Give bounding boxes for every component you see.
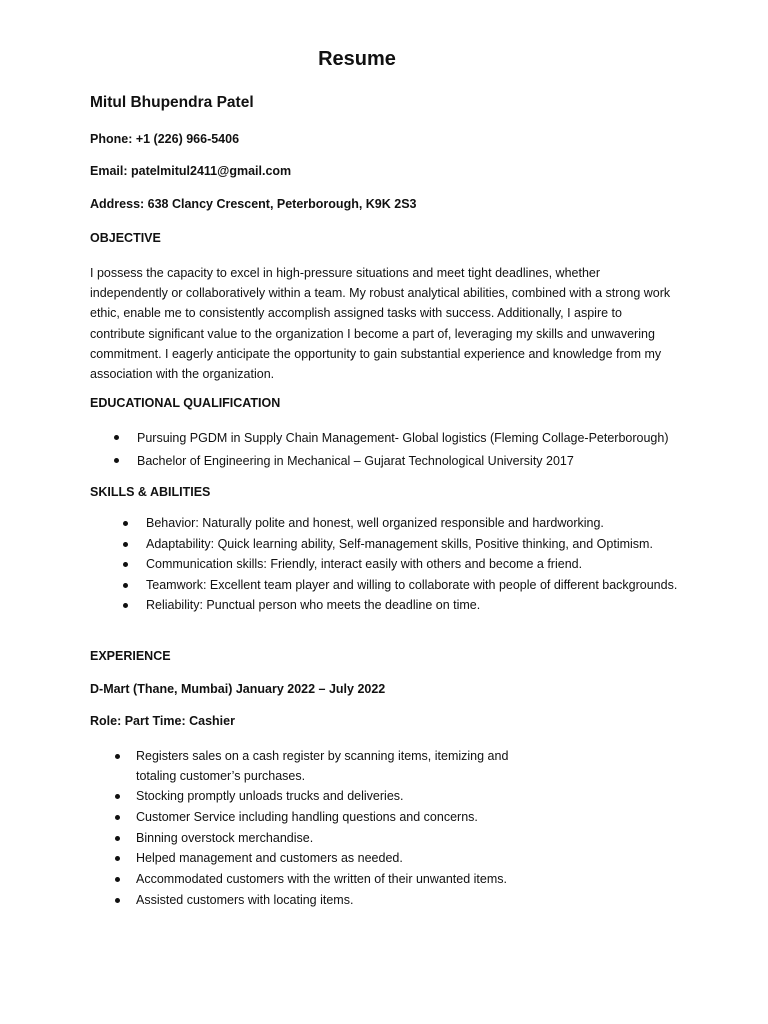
list-item: Stocking promptly unloads trucks and deliveries. [113,787,533,807]
list-item: Customer Service including handling questions and concerns. [113,808,533,828]
candidate-name: Mitul Bhupendra Patel [90,94,254,111]
address-line: Address: 638 Clancy Crescent, Peterborough, K9K 2S3 [90,197,417,211]
bullet-icon [115,877,120,882]
objective-heading: OBJECTIVE [90,231,161,245]
list-item: Teamwork: Excellent team player and willing to collaborate with people of different backgrounds. [121,576,681,595]
list-item: Binning overstock merchandise. [113,829,533,849]
list-item: Communication skills: Friendly, interact easily with others and become a friend. [121,555,681,574]
education-list [113,429,713,474]
bullet-icon [123,542,128,547]
bullet-icon [114,435,119,440]
bullet-icon [115,836,120,841]
bullet-icon [115,754,120,759]
bullet-icon [115,898,120,903]
email-line: Email: patelmitul2411@gmail.com [90,164,292,178]
bullet-icon [123,562,128,567]
experience-list [113,747,533,911]
bullet-icon [115,794,120,799]
list-item: Registers sales on a cash register by scanning items, itemizing and totaling customer’s purchases. [113,747,533,786]
list-item: Accommodated customers with the written of their unwanted items. [113,870,533,890]
list-item: Bachelor of Engineering in Mechanical – Gujarat Technological University 2017 [113,452,713,475]
list-item: Helped management and customers as needed. [113,849,533,869]
bullet-icon [114,458,119,463]
bullet-icon [123,521,128,526]
list-item: Behavior: Naturally polite and honest, well organized responsible and hardworking. [121,514,681,533]
objective-text: I possess the capacity to excel in high-pressure situations and meet tight deadlines, whether independently or collaboratively within a team. My robust analytical abilities, combined with a strong work ethic, enable me to consistently accomplish assigned tasks with success. Additionally, I aspire to contribute significant value to the organization I become a part of, leveraging my skills and unwavering commitment. I eagerly anticipate the opportunity to gain substantial experience and knowledge from my association with the organization. [90,266,671,382]
phone-line: Phone: +1 (226) 966-5406 [90,132,240,146]
experience-role: Role: Part Time: Cashier [90,714,235,728]
list-item: Assisted customers with locating items. [113,891,533,911]
skills-list [121,514,681,617]
skills-heading: SKILLS & ABILITIES [90,485,211,499]
list-item: Reliability: Punctual person who meets the deadline on time. [121,596,681,615]
list-item: Adaptability: Quick learning ability, Self-management skills, Positive thinking, and Optimism. [121,535,681,554]
bullet-icon [123,583,128,588]
list-item: Pursuing PGDM in Supply Chain Management- Global logistics (Fleming Collage-Peterborough) [113,429,713,452]
bullet-icon [123,603,128,608]
document-title: Resume [318,48,396,70]
education-heading: EDUCATIONAL QUALIFICATION [90,396,281,410]
experience-heading: EXPERIENCE [90,649,171,663]
bullet-icon [115,856,120,861]
experience-company: D-Mart (Thane, Mumbai) January 2022 – July 2022 [90,682,386,696]
bullet-icon [115,815,120,820]
